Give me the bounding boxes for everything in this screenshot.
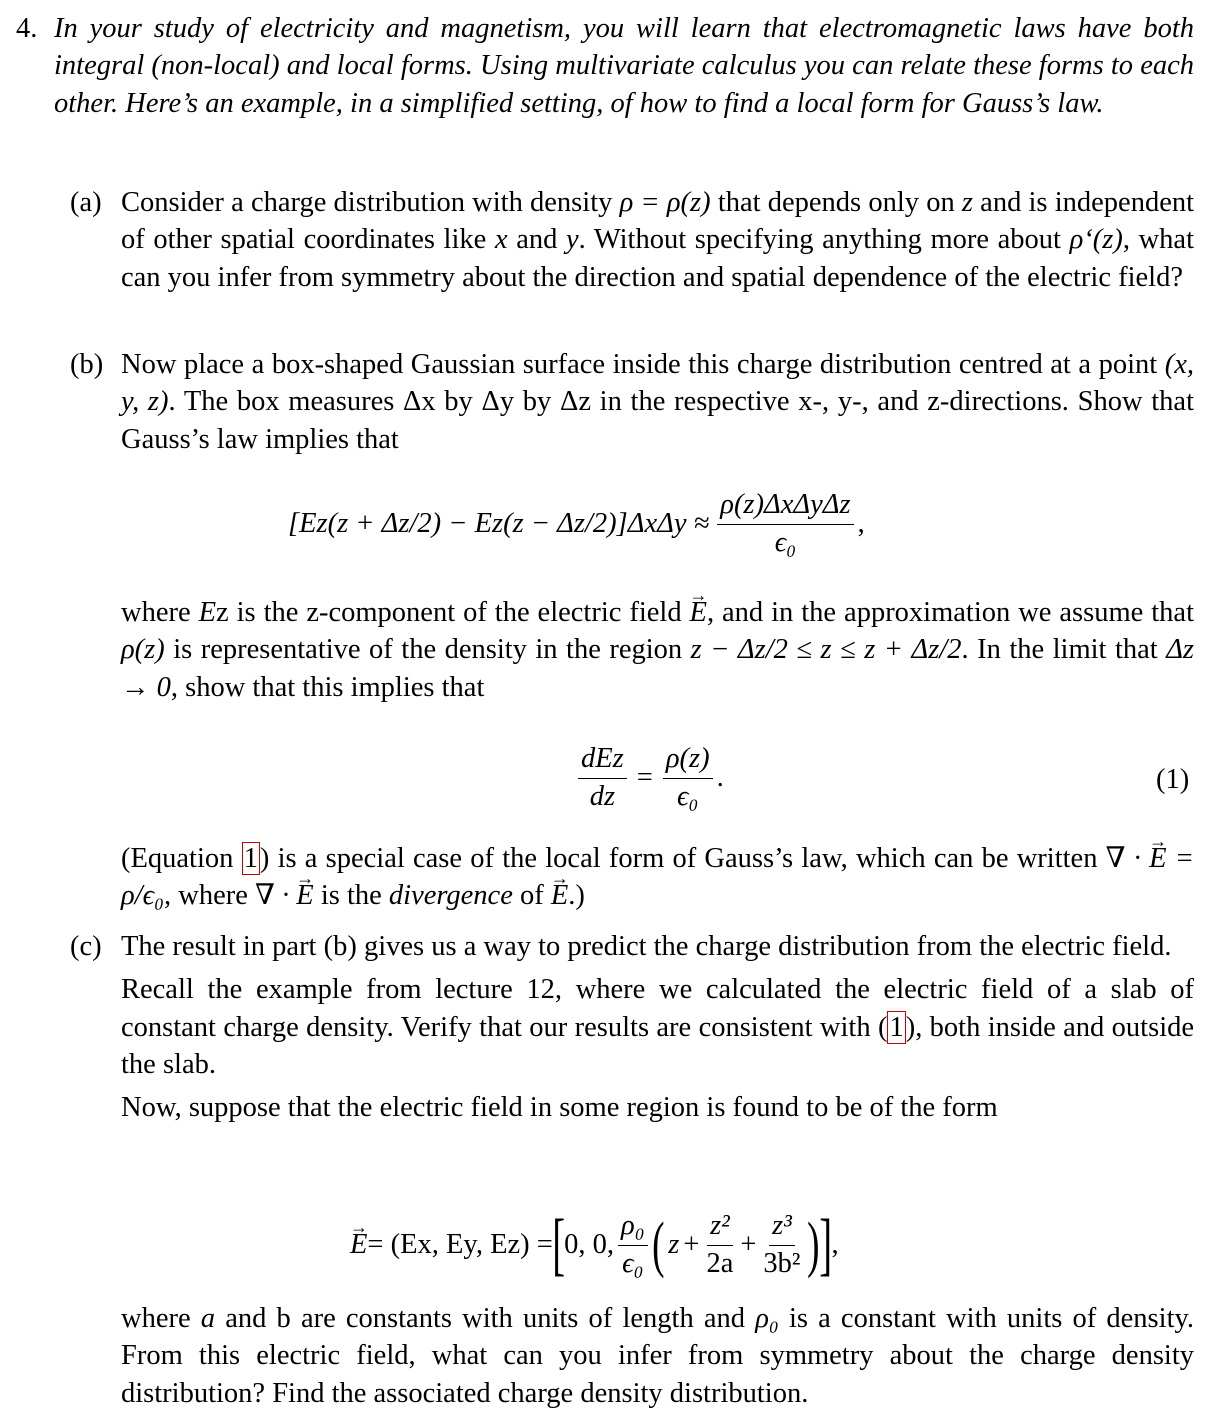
- part-b-label: (b): [70, 349, 104, 380]
- part-b-note: (Equation 1) is a special case of the local form of Gauss’s law, which can be written ∇ · → E = ρ/ϵ₀, where ∇ · → E is the divergence of → E.): [121, 840, 1194, 915]
- equation-reference[interactable]: 1: [889, 1011, 904, 1043]
- question-number: 4.: [16, 13, 38, 44]
- equation-1: $\frac{\text{dEz}}{dz}$ = $\frac{\rho(z)}{\text{ϵ₀}}$ .: [574, 740, 724, 816]
- part-a-label: (a): [70, 187, 102, 218]
- equation-box-flux: [Ez(z + Δz/2) − Ez(z − Δz/2)]ΔxΔy ≈ $\frac{\text{ρ(z)ΔxΔyΔz}}{\text{ϵ₀}}$ ,: [288, 488, 865, 558]
- equation-field: → E = (Ex, Ey, Ez) = [ 0, 0, $\frac{\text{ρ₀}}{\text{ϵ₀}}$ ( z + $\frac{\text{z²}}{2a}$ + $\frac{\text{z³}}{\text{3b²}}$ ) ] ,: [350, 1196, 839, 1294]
- equation-number: (1): [1156, 764, 1190, 795]
- equation-reference[interactable]: 1: [243, 843, 258, 874]
- part-b-text: Now place a box-shaped Gaussian surface inside this charge distribution centred at a point (x, y, z). The box measures Δx by Δy by Δz in the respective x-, y-, and z-directions. Show that Gauss’s law implies that: [121, 349, 1194, 455]
- part-b-after-text: where Ez is the z-component of the electric field → E, and in the approximation we assume that ρ(z) is representative of the density in the region z − Δz/2 ≤ z ≤ z + Δz/2. In the limit that Δz → 0, show that this implies that: [121, 594, 1194, 706]
- part-c-label: (c): [70, 931, 102, 962]
- part-a-text: Consider a charge distribution with density ρ = ρ(z) that depends only on z and is independent of other spatial coordinates like x and y. Without specifying anything more about ρ‘(z), what can you infer from symmetry about the direction and spatial dependence of the electric field?: [121, 187, 1195, 293]
- part-c-final: where a and b are constants with units of length and ρ₀ is a constant with units of density. From this electric field, what can you infer from symmetry about the charge density distribution? Find the associated charge density distribution.: [121, 1303, 1195, 1409]
- part-c-text: The result in part (b) gives us a way to predict the charge distribution from the electric field. Recall the example from lecture 12, where we calculated the electric field of a slab of constant charge density. Verify that our results are consistent with (1), both inside and outside the slab. Now, suppose that the electric field in some region is found to be of the form: [121, 931, 1195, 1124]
- question-intro: In your study of electricity and magnetism, you will learn that electromagnetic laws have both integral (non-local) and local forms. Using multivariate calculus you can relate these forms to each other. Here’s an example, in a simplified setting, of how to find a local form for Gauss’s law.: [54, 13, 1194, 119]
